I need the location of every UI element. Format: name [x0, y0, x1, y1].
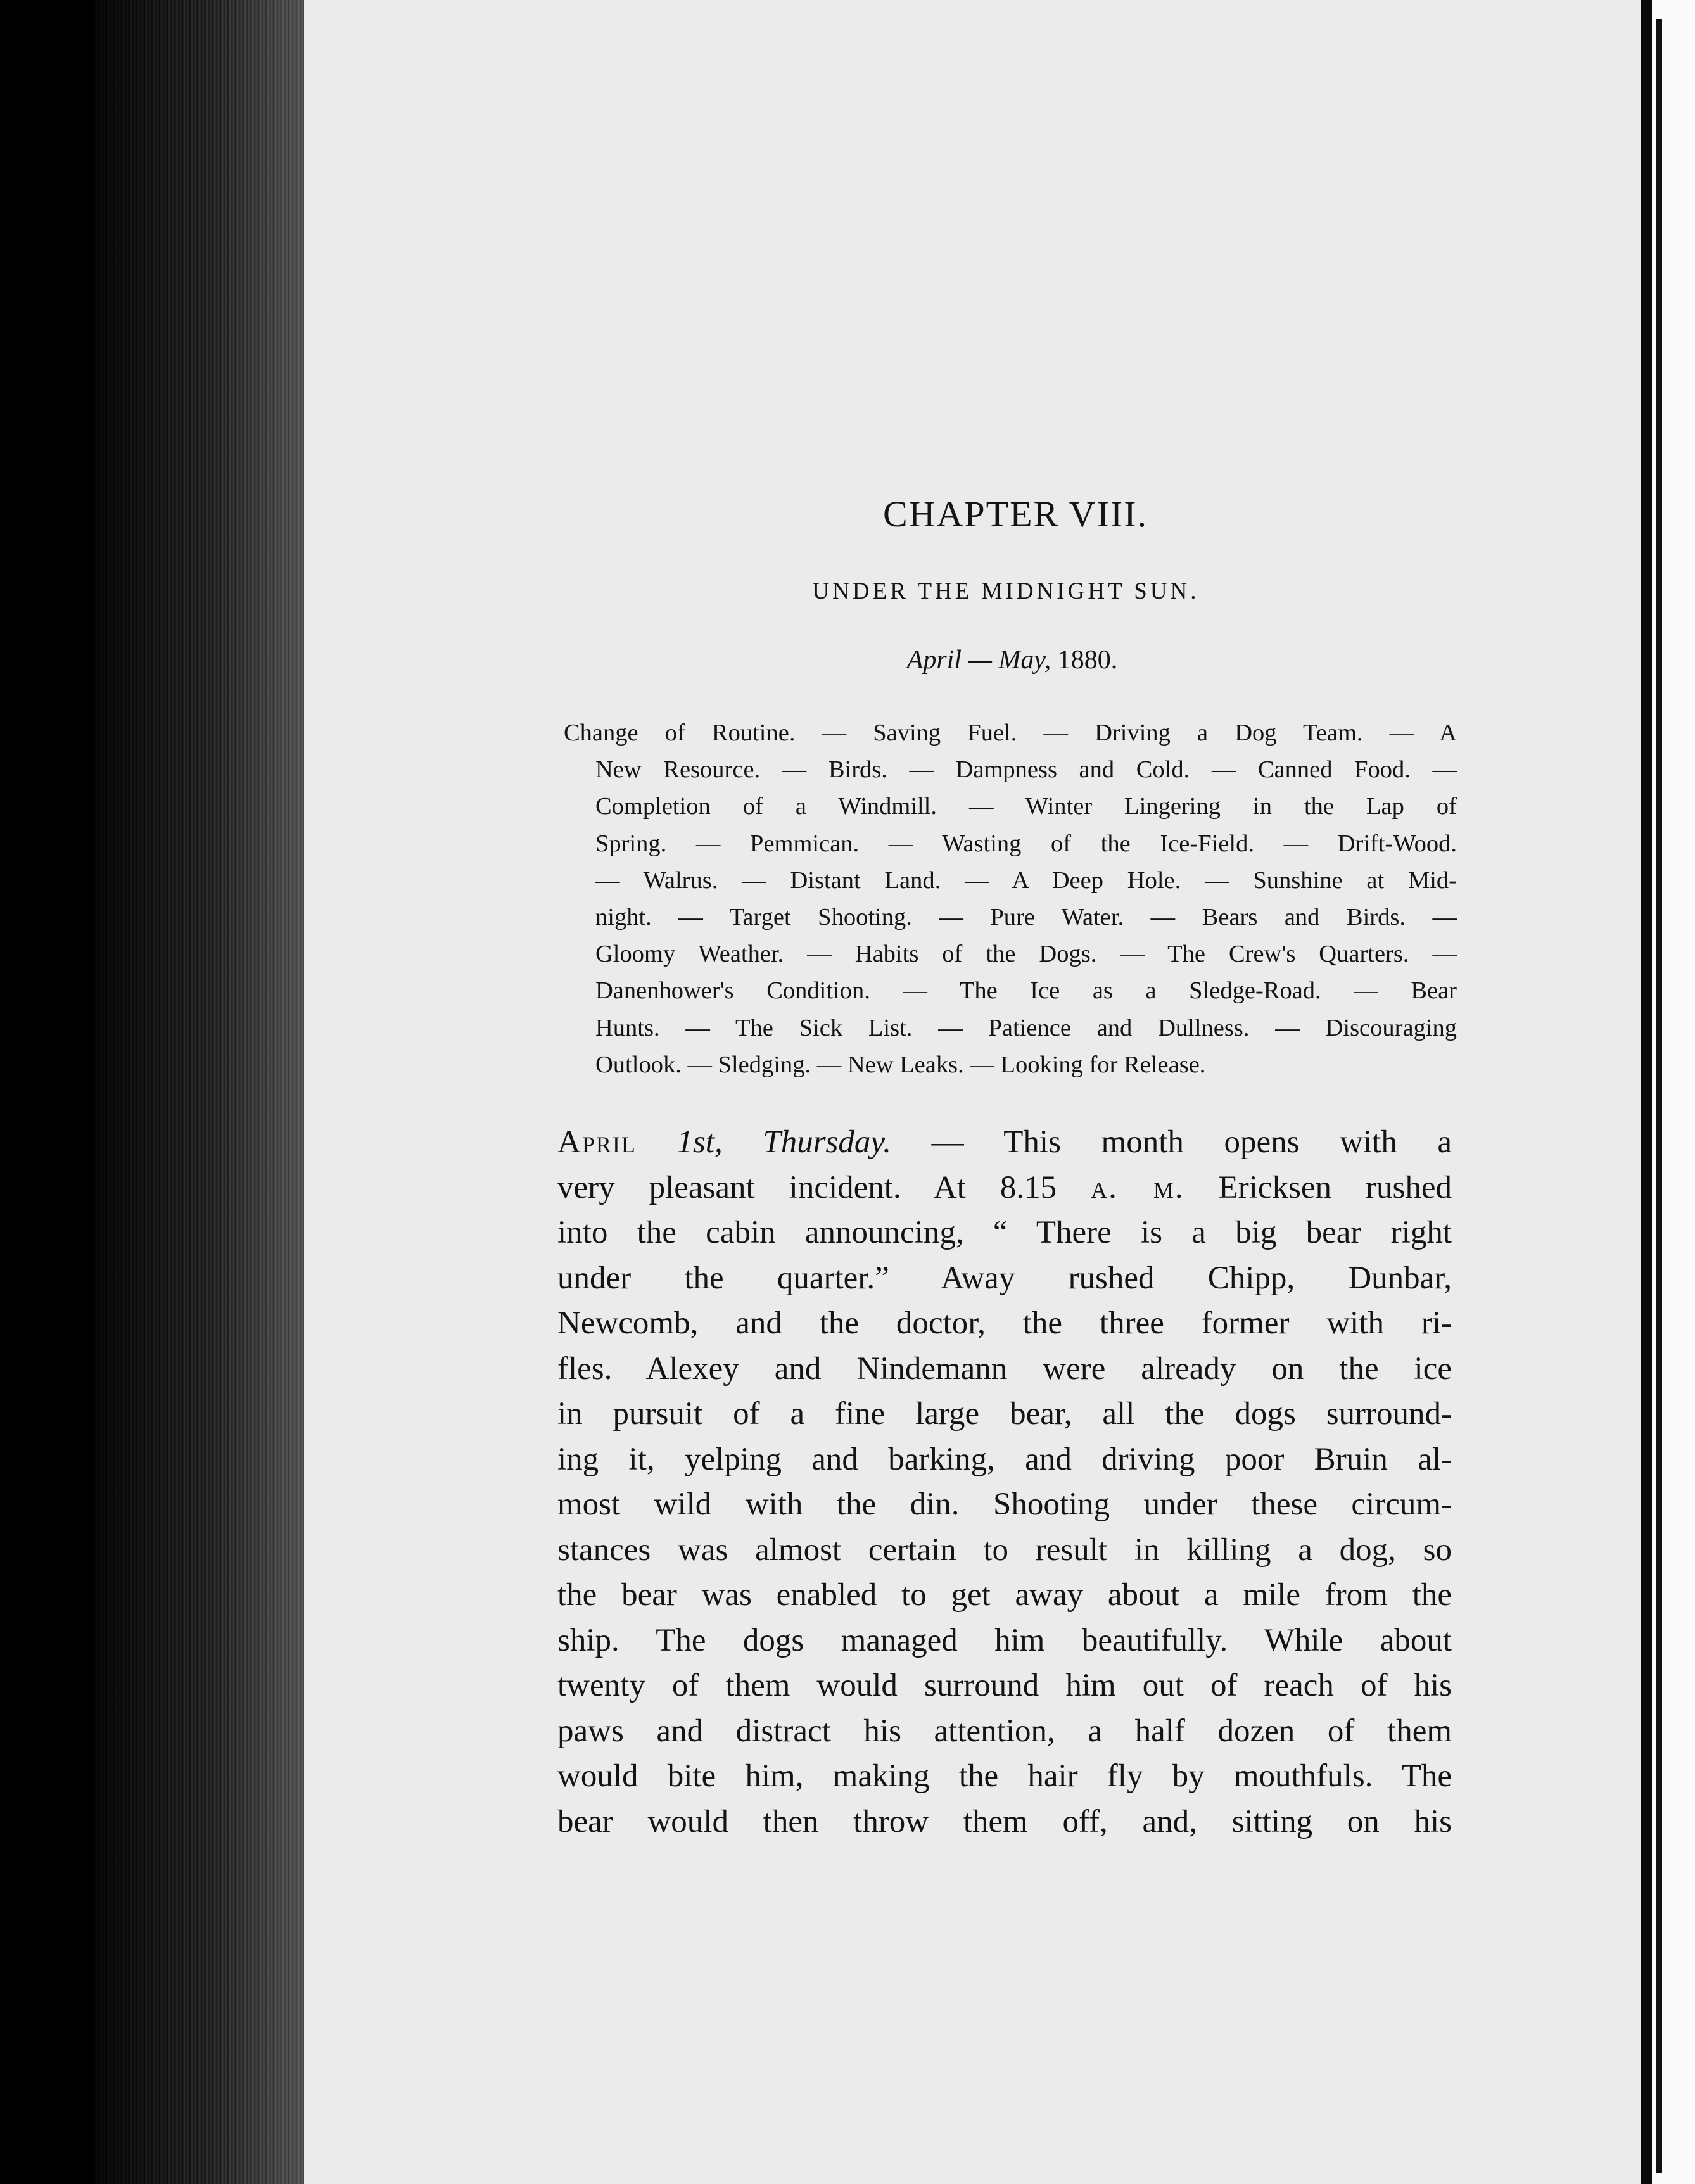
- synopsis-line: Completion of a Windmill. — Winter Lingering in the Lap of: [595, 793, 1457, 820]
- body-line: fles. Alexey and Nindemann were already on the ice: [557, 1350, 1452, 1387]
- body-line: the bear was enabled to get away about a mile from the: [557, 1577, 1452, 1613]
- body-line-text: — This month opens with a: [891, 1124, 1452, 1160]
- chapter-title: CHAPTER VIII.: [882, 493, 1148, 535]
- chapter-date-months: April — May,: [906, 645, 1051, 675]
- body-line: [557, 1120, 1452, 1165]
- facing-page-edge: [1656, 19, 1662, 2173]
- synopsis-line: Change of Routine. — Saving Fuel. — Driving a Dog Team. — A: [564, 720, 1457, 746]
- body-line-text: Ericksen rushed: [1184, 1169, 1452, 1205]
- time-suffix: a. m.: [1091, 1169, 1184, 1205]
- entry-date-caps: April: [557, 1124, 637, 1160]
- book-page: [304, 0, 1641, 2184]
- body-line: stances was almost certain to result in killing a dog, so: [557, 1532, 1452, 1568]
- synopsis-line: Spring. — Pemmican. — Wasting of the Ice-Field. — Drift-Wood.: [595, 830, 1457, 857]
- body-line: under the quarter.” Away rushed Chipp, Dunbar,: [557, 1260, 1452, 1296]
- body-line: in pursuit of a fine large bear, all the dogs surround-: [557, 1396, 1452, 1432]
- body-line: [557, 1165, 1452, 1211]
- body-line: paws and distract his attention, a half dozen of them: [557, 1713, 1452, 1749]
- body-line: would bite him, making the hair fly by mouthfuls. The: [557, 1758, 1452, 1794]
- chapter-synopsis: [564, 714, 1457, 1083]
- synopsis-line: Danenhower's Condition. — The Ice as a Sledge-Road. — Bear: [595, 977, 1457, 1005]
- synopsis-line: Hunts. — The Sick List. — Patience and Dullness. — Discouraging: [595, 1014, 1457, 1041]
- body-line: ing it, yelping and barking, and driving poor Bruin al-: [557, 1441, 1452, 1477]
- body-paragraph: [557, 1120, 1452, 1844]
- chapter-date-year: 1880.: [1051, 645, 1118, 675]
- body-line: into the cabin announcing, “ There is a big bear right: [557, 1215, 1452, 1250]
- chapter-date: [848, 645, 1177, 675]
- entry-date-ordinal: 1st,: [636, 1124, 763, 1160]
- synopsis-line: Outlook. — Sledging. — New Leaks. — Looking for Release.: [595, 1051, 1206, 1078]
- body-line: bear would then throw them off, and, sitting on his: [557, 1803, 1452, 1839]
- body-line: twenty of them would surround him out of reach of his: [557, 1668, 1452, 1703]
- body-line: ship. The dogs managed him beautifully. While about: [557, 1622, 1452, 1658]
- synopsis-line: New Resource. — Birds. — Dampness and Cold. — Canned Food. —: [595, 756, 1457, 784]
- entry-date-day: Thursday.: [763, 1124, 891, 1160]
- chapter-subtitle: UNDER THE MIDNIGHT SUN.: [812, 578, 1200, 604]
- body-line: most wild with the din. Shooting under these circum-: [557, 1487, 1452, 1522]
- synopsis-line: night. — Target Shooting. — Pure Water. — Bears and Birds. —: [595, 903, 1457, 930]
- synopsis-line: Gloomy Weather. — Habits of the Dogs. — The Crew's Quarters. —: [595, 941, 1457, 968]
- book-page-edges: [95, 0, 304, 2184]
- synopsis-line: — Walrus. — Distant Land. — A Deep Hole. — Sunshine at Mid-: [595, 867, 1457, 894]
- body-line-text: very pleasant incident. At 8.15: [557, 1169, 1091, 1205]
- body-line: Newcomb, and the doctor, the three former with ri-: [557, 1305, 1452, 1341]
- gutter-shadow: [1641, 0, 1652, 2184]
